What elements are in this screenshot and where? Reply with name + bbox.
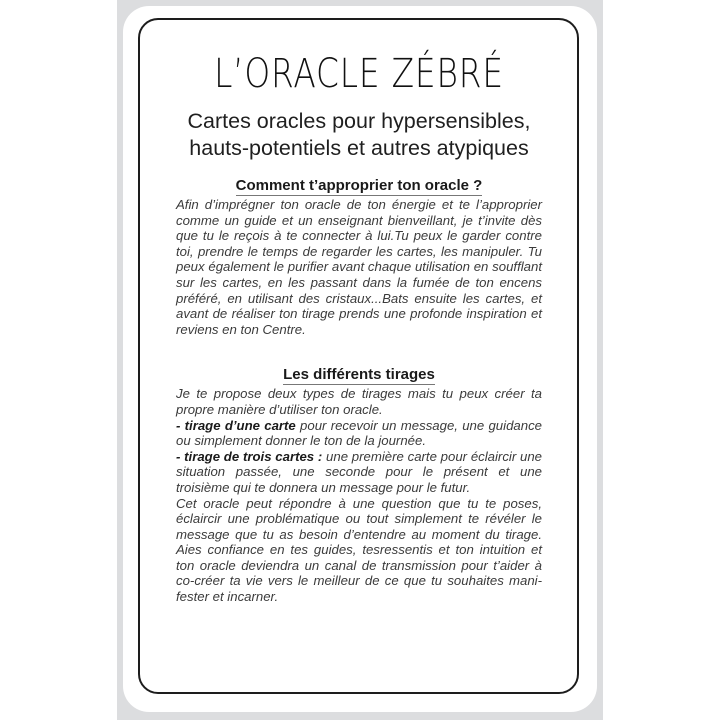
subtitle-line-2: hauts-potentiels et autres atypiques	[189, 136, 529, 160]
tirages-intro-text: Je te propose deux types de tirages mais tu peux créer ta propre manière d’utiliser ton oracle.	[176, 386, 542, 417]
section-heading-appropriation	[176, 176, 542, 195]
section-heading-text: Comment t’approprier ton oracle ?	[235, 177, 483, 194]
tirages-outro: Cet oracle peut répondre à une question que tu te poses, éclaircir une problématique ou tout simplement te révéler le message que tu as besoin d’entendre au moment du tirage. Aies confiance en tes guides, tesressentis et ton intuition et ton oracle deviendra un canal de transmission pour t’aider à co-créer ta vie vers le meilleur de ce que tu souhaites mani-fester et incarner.	[176, 495, 542, 605]
appropriation-paragraph: Afin d’imprégner ton oracle de ton énergie et te l’approprier comme un guide et un enseignant bienveillant, je t’invite dès que tu le reçois à te connecter à lui.Tu peux le garder contre toi, prendre le temps de regarder les cartes, les manipuler. Tu peux également le purifier avant chaque utilisation en soufflant sur les cartes, en les passant dans la fumée de ton encens préféré, en utilisant des cristaux...Bats ensuite les cartes, et avant de réaliser ton tirage prends une profonde inspiration et reviens en ton Centre.	[176, 197, 542, 337]
tirage-three-cards-label: - tirage de trois cartes :	[176, 448, 323, 464]
tirage-one-card-label: - tirage d’une carte	[176, 417, 296, 433]
card-content	[176, 50, 542, 605]
card-subtitle	[176, 108, 542, 162]
section-heading-tirages	[176, 365, 542, 384]
section-heading-text: Les différents tirages	[283, 366, 435, 384]
subtitle-line-1: Cartes oracles pour hypersensibles,	[187, 109, 531, 133]
tirage-one-card-text: pour recevoir un message, une guidance ou simplement donner le ton de la journée.	[176, 417, 542, 449]
tirage-three-cards-text: une première carte pour éclaircir une situation passée, une seconde pour le présent et une troisième qui te donnera un message pour le futur.	[176, 448, 542, 495]
tirages-intro	[176, 386, 542, 604]
card-title: L’ORACLE ZÉBRÉ	[214, 51, 504, 97]
